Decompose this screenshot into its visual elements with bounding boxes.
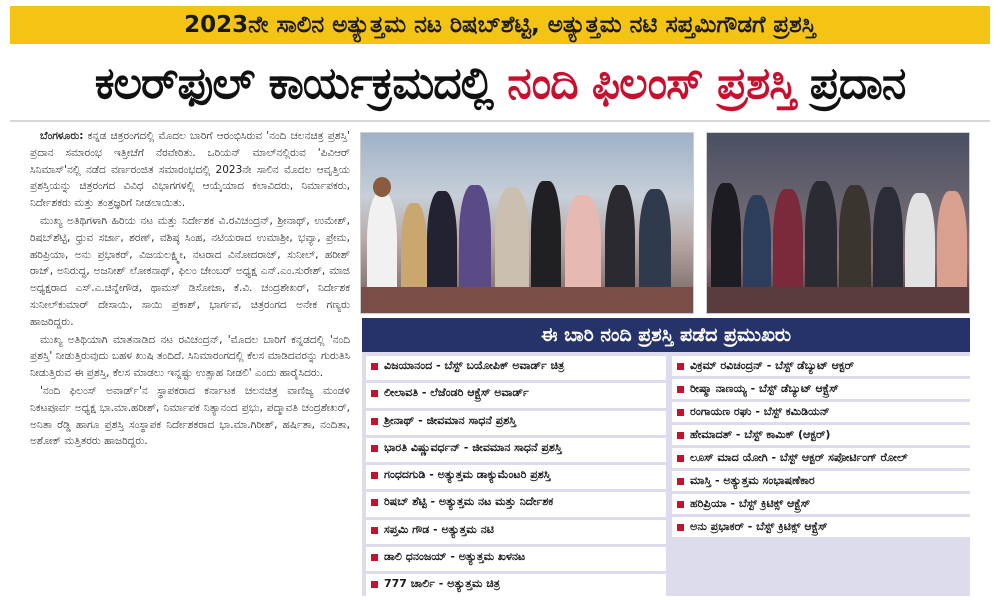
award-text: ಭಾರತಿ ವಿಷ್ಣುವರ್ಧನ್ - ಜೀವಮಾನ ಸಾಧನೆ ಪ್ರಶಸ್ತಿ <box>384 440 562 454</box>
bullet-square-icon <box>677 455 684 462</box>
bullet-square-icon <box>677 501 684 508</box>
award-item <box>672 494 970 514</box>
bullet-square-icon <box>677 432 684 439</box>
kicker-headline: 2023ನೇ ಸಾಲಿನ ಅತ್ಯುತ್ತಮ ನಟ ರಿಷಬ್‌ಶೆಟ್ಟಿ, ಅತ್ಯುತ್ತಮ ನಟಿ ಸಪ್ತಮಿಗೌಡಗೆ ಪ್ರಶಸ್ತಿ <box>10 6 990 44</box>
award-item <box>366 383 666 407</box>
bullet-square-icon <box>677 524 684 531</box>
article-paragraph: ಮುಖ್ಯ ಅತಿಥಿಗಳಾಗಿ ಹಿರಿಯ ನಟ ಮತ್ತು ನಿರ್ದೇಶಕ ವಿ.ರವಿಚಂದ್ರನ್, ಶ್ರೀನಾಥ್, ಉಮೇಶ್, ರಿಷಬ್‌ಶೆಟ್ಟಿ, ಧ್ರುವ ಸರ್ಜಾ, ಶರಣ್, ವಶಿಷ್ಠ ಸಿಂಹ, ನಟಿಯರಾದ ಉಮಾಶ್ರೀ, ಭವ್ಯಾ, ಪ್ರೇಮ, ಹರಿಪ್ರಿಯಾ, ಅನು ಪ್ರಭಾಕರ್, ವಿಜಯಲಕ್ಷ್ಮೀ, ನಟರಾದ ವಿನೋದರಾಜ್, ಸುನೀಲ್, ಹರೀಶ್ ರಾಜ್, ಅನಿರುದ್ಧ, ಅಜನೀಶ್ ಲೋಕನಾಥ್, ಫಿಲಂ ಚೇಂಬರ್ ಅಧ್ಯಕ್ಷ ಎನ್.ಎಂ.ಸುರೇಶ್, ಮಾಜಿ ಅಧ್ಯಕ್ಷರಾದ ಎಸ್.ಎ.ಚಿನ್ನೇಗೌಡ, ಥಾಮಸ್ ಡಿಸೋಜಾ, ಕೆ.ವಿ. ಚಂದ್ರಶೇಖರ್, ನಿರ್ದೇಶಕ ಸುನೀಲ್‌ಕುಮಾರ್ ದೇಸಾಯಿ, ಸಾಯಿ ಪ್ರಕಾಶ್, ಭಾರ್ಗವ, ಚಿತ್ರರಂಗದ ಅನೇಕ ಗಣ್ಯರು ಹಾಜರಿದ್ದರು. <box>30 214 350 328</box>
article-paragraph-text: ಕನ್ನಡ ಚಿತ್ರರಂಗದಲ್ಲಿ ಮೊದಲ ಬಾರಿಗೆ ಆರಂಭಿಸಿರುವ 'ನಂದಿ ಚಲನಚಿತ್ರ ಪ್ರಶಸ್ತಿ' ಪ್ರದಾನ ಸಮಾರಂಭ ಇತ್ತೀಚೆಗೆ ನೆರವೇರಿತು. ಒರಿಯನ್ ಮಾಲ್‌ನಲ್ಲಿರುವ 'ಪಿವಿಆರ್ ಸಿನಿಮಾಸ್'ನಲ್ಲಿ ನಡೆದ ವರ್ಣರಂಜಿತ ಸಮಾರಂಭದಲ್ಲಿ 2023ನೇ ಸಾಲಿನ ಮೊದಲ ಆವೃತ್ತಿಯ ಪ್ರಶಸ್ತಿಯನ್ನು ಚಿತ್ರರಂಗದ ವಿವಿಧ ವಿಭಾಗಗಳಲ್ಲಿ ಆಯ್ಕೆಯಾದ ಕಲಾವಿದರು, ನಿರ್ಮಾಪಕರು, ನಿರ್ದೇಶಕರು ಮತ್ತು ತಂತ್ರಜ್ಞರಿಗೆ ನೀಡಲಾಯಿತು. <box>30 130 350 210</box>
award-item <box>366 356 666 380</box>
award-item <box>672 448 970 468</box>
award-item <box>366 411 666 435</box>
article-body <box>30 128 350 596</box>
award-item <box>366 520 666 544</box>
stage-floor <box>707 287 969 313</box>
award-text: ಹೇಮಾದತ್ - ಬೆಸ್ಟ್ ಕಾಮಿಕ್ (ಆಕ್ಟರ್) <box>690 428 831 441</box>
divider <box>10 120 990 122</box>
award-text: ರೀಷ್ಮಾ ನಾಣಯ್ಯ - ಬೆಸ್ಟ್ ಡೆಬ್ಯುಟ್ ಆಕ್ಟ್ರೆಸ್ <box>690 382 839 395</box>
bullet-square-icon <box>371 499 378 506</box>
award-text: ಶ್ರೀನಾಥ್ - ಜೀವಮಾನ ಸಾಧನೆ ಪ್ರಶಸ್ತಿ <box>384 413 517 427</box>
award-text: ಡಾಲಿ ಧನಂಜಯ್ - ಅತ್ಯುತ್ತಮ ಖಳನಟ <box>384 550 526 564</box>
award-item <box>366 547 666 571</box>
award-item <box>366 492 666 516</box>
bullet-square-icon <box>677 478 684 485</box>
award-text: ವಿಜಯಾನಂದ - ಬೆಸ್ಟ್ ಬಯೋಪಿಕ್ ಅವಾರ್ಡ್ ಚಿತ್ರ <box>384 359 565 372</box>
award-text: 777 ಚಾರ್ಲಿ - ಅತ್ಯುತ್ತಮ ಚಿತ್ರ <box>384 577 500 591</box>
headline-part-1: ಕಲರ್‌ಫುಲ್ ಕಾರ್ಯಕ್ರಮದಲ್ಲಿ <box>94 58 508 109</box>
stage-floor <box>361 287 693 313</box>
bullet-square-icon <box>371 390 378 397</box>
award-text: ರಿಷಬ್ ಶೆಟ್ಟಿ - ಅತ್ಯುತ್ತಮ ನಟ ಮತ್ತು ನಿರ್ದೇಶಕ <box>384 495 554 509</box>
bullet-square-icon <box>371 527 378 534</box>
headline-part-2: ನಂದಿ ಫಿಲಂಸ್ ಪ್ರಶಸ್ತಿ <box>507 58 796 109</box>
bullet-square-icon <box>677 386 684 393</box>
award-item <box>672 517 970 537</box>
dateline: ಬೆಂಗಳೂರು: <box>40 130 84 142</box>
award-text: ಲೀಲಾವತಿ - ಲೆಜೆಂಡರಿ ಆಕ್ಟ್ರೆಸ್ ಅವಾರ್ಡ್ <box>384 386 529 400</box>
award-text: ಅನು ಪ್ರಭಾಕರ್ - ಬೆಸ್ಟ್ ಕ್ರಿಟಿಕ್ಸ್ ಆಕ್ಟ್ರೆಸ್ <box>690 520 828 533</box>
bullet-square-icon <box>371 554 378 561</box>
bullet-square-icon <box>677 409 684 416</box>
bullet-square-icon <box>371 363 378 370</box>
bullet-square-icon <box>677 363 684 370</box>
award-item <box>366 465 666 489</box>
bullet-square-icon <box>371 581 378 588</box>
award-item <box>366 438 666 462</box>
award-item <box>366 574 666 596</box>
headline-part-3: ಪ್ರದಾನ <box>795 58 906 109</box>
award-text: ಸಪ್ತಮಿ ಗೌಡ - ಅತ್ಯುತ್ತಮ ನಟಿ <box>384 522 494 536</box>
award-item <box>672 425 970 445</box>
winners-box-title: ಈ ಬಾರಿ ನಂದಿ ಪ್ರಶಸ್ತಿ ಪಡೆದ ಪ್ರಮುಖರು <box>362 318 970 352</box>
award-text: ವಿಕ್ರಮ್ ರವಿಚಂದ್ರನ್ - ಬೆಸ್ಟ್ ಡೆಬ್ಯುಟ್ ಆಕ್ಟರ್ <box>690 359 855 372</box>
award-text: ಗಂಧದಗುಡಿ - ಅತ್ಯುತ್ತಮ ಡಾಕ್ಯುಮೆಂಟರಿ ಪ್ರಶಸ್ತಿ <box>384 468 551 482</box>
bullet-square-icon <box>371 418 378 425</box>
article-paragraph: ಮುಖ್ಯ ಅತಿಥಿಯಾಗಿ ಮಾತನಾಡಿದ ನಟ ರವಿಚಂದ್ರನ್, 'ಮೊದಲ ಬಾರಿಗೆ ಕನ್ನಡದಲ್ಲಿ 'ನಂದಿ ಪ್ರಶಸ್ತಿ' ನೀಡುತ್ತಿರುವುದು ಬಹಳ ಖುಷಿ ತಂದಿದೆ. ಸಿನಿಮಾರಂಗದಲ್ಲಿ ಕೆಲಸ ಮಾಡಿದವರನ್ನು ಗುರುತಿಸಿ ನೀಡುತ್ತಿರುವ ಈ ಪ್ರಶಸ್ತಿ, ಕೆಲಸ ಮಾಡಲು ಇನ್ನಷ್ಟು ಉತ್ಸಾಹ ನೀಡಲಿ' ಎಂದು ಹಾರೈಸಿದರು. <box>30 333 350 380</box>
award-ceremony-photo-right <box>706 132 970 314</box>
bullet-square-icon <box>371 472 378 479</box>
award-ceremony-photo-left <box>360 132 694 314</box>
person-head <box>373 177 391 197</box>
award-item <box>672 402 970 422</box>
article-paragraph: 'ನಂದಿ ಫಿಲಂಸ್ ಅವಾರ್ಡ್'ನ ಸ್ಥಾಪಕರಾದ ಕರ್ನಾಟಕ ಚಲನಚಿತ್ರ ವಾಣಿಜ್ಯ ಮಂಡಳಿ ನಿಕಟಪೂರ್ವ ಅಧ್ಯಕ್ಷ ಭಾ.ಮಾ.ಹರೀಶ್, ನಿರ್ಮಾಪಕ ನಿತ್ಯಾನಂದ ಪ್ರಭು, ಪದ್ಮಾವತಿ ಚಂದ್ರಶೇಖರ್, ಅನಿತಾ ರೆಡ್ಡಿ ಹಾಗೂ ಪ್ರಶಸ್ತಿ ಸಂಸ್ಥಾಪಕ ನಿರ್ದೇಶಕರಾದ ಭಾ.ಮಾ.ಗಿರೀಶ್, ಹರ್ಷಿತಾ, ನಂದಿತಾ, ಅಶೋಕ್ ಮತ್ತಿತರರು ಹಾಜರಿದ್ದರು. <box>30 384 350 448</box>
award-text: ಲೂಸ್ ಮಾದ ಯೋಗಿ - ಬೆಸ್ಟ್ ಆಕ್ಟರ್ ಸಪೋರ್ಟಿಂಗ್ ರೋಲ್ <box>690 451 908 464</box>
award-text: ರಂಗಾಯಣ ರಘು - ಬೆಸ್ಟ್ ಕಮಿಡಿಯನ್ <box>690 405 830 418</box>
winners-right-column <box>672 356 970 540</box>
award-item <box>672 379 970 399</box>
award-item <box>672 356 970 376</box>
award-text: ಹರಿಪ್ರಿಯಾ - ಬೆಸ್ಟ್ ಕ್ರಿಟಿಕ್ಸ್ ಆಕ್ಟ್ರೆಸ್ <box>690 497 811 510</box>
award-text: ಮಾಸ್ತಿ - ಅತ್ಯುತ್ತಮ ಸಂಭಾಷಣೆಕಾರ <box>690 474 815 487</box>
article-paragraph <box>30 128 350 212</box>
main-headline <box>10 52 990 116</box>
award-item <box>672 471 970 491</box>
winners-left-column <box>366 356 666 596</box>
winners-box <box>362 352 970 596</box>
bullet-square-icon <box>371 445 378 452</box>
